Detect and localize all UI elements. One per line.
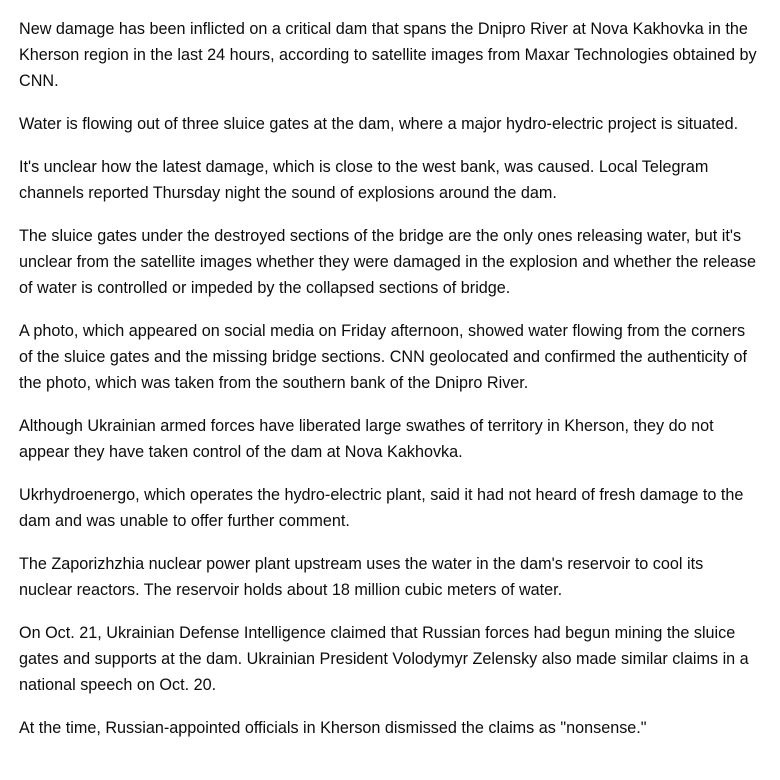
- paragraph-3: It's unclear how the latest damage, which is close to the west bank, was caused. Local Telegram channels reported Thursday night the sound of explosions around the dam.: [19, 158, 709, 202]
- paragraph-9: On Oct. 21, Ukrainian Defense Intelligence claimed that Russian forces had begun mining the sluice gates and supports at the dam. Ukrainian President Volodymyr Zelensky also made similar claims in a national speech on Oct. 20.: [19, 624, 749, 694]
- paragraph-4: The sluice gates under the destroyed sections of the bridge are the only ones releasing water, but it's unclear from the satellite images whether they were damaged in the explosion and whether the release of water is controlled or impeded by the collapsed sections of bridge.: [19, 227, 756, 297]
- paragraph-5: A photo, which appeared on social media on Friday afternoon, showed water flowing from the corners of the sluice gates and the missing bridge sections. CNN geolocated and confirmed the authenticity of the photo, which was taken from the southern bank of the Dnipro River.: [19, 322, 747, 392]
- paragraph-2: Water is flowing out of three sluice gates at the dam, where a major hydro-electric project is situated.: [19, 115, 739, 133]
- paragraph-7: Ukrhydroenergo, which operates the hydro-electric plant, said it had not heard of fresh damage to the dam and was unable to offer further comment.: [19, 486, 744, 530]
- paragraph-10: At the time, Russian-appointed officials in Kherson dismissed the claims as "nonsense.": [19, 719, 647, 737]
- paragraph-1: New damage has been inflicted on a critical dam that spans the Dnipro River at Nova Kakhovka in the Kherson region in the last 24 hours, according to satellite images from Maxar Technologies obtained by CNN.: [19, 20, 757, 90]
- paragraph-8: The Zaporizhzhia nuclear power plant upstream uses the water in the dam's reservoir to cool its nuclear reactors. The reservoir holds about 18 million cubic meters of water.: [19, 555, 704, 599]
- paragraph-6: Although Ukrainian armed forces have liberated large swathes of territory in Kherson, they do not appear they have taken control of the dam at Nova Kakhovka.: [19, 417, 714, 461]
